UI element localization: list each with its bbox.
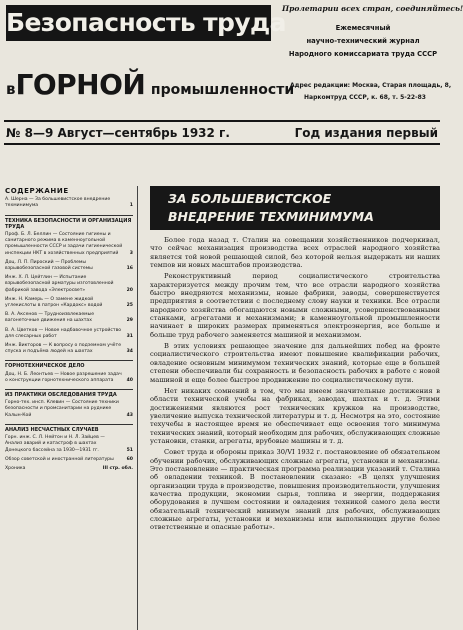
- article-title-line: ВНЕДРЕНИЕ ТЕХМИНИМУМА: [168, 209, 374, 224]
- toc-section-heading: АНАЛИЗ НЕСЧАСТНЫХ СЛУЧАЕВ: [5, 424, 133, 433]
- article-paragraph: В этих условиях решающее значение для дальнейших побед на фронте социалистического строительства имеют повышение квалификации рабочих, овладение основным минимумом технических знаний, которые еще в большей степени обеспечивали бы сохранность и безопасность рабочих в работе с новой машиной и еще более быстрое продвижение по социалистическому пути.: [150, 342, 440, 384]
- journal-description: [288, 22, 438, 61]
- article-body: [150, 236, 440, 535]
- toc-item-page: 1: [129, 203, 133, 209]
- article-paragraph: Нет никаких сомнений в том, что мы имеем значительные достижения в области технической учебы на фабриках, заводах, шахтах и т. д. Этими достижениями являются рост технических кружков на производстве, увеличение выпуска технической литературы и т. д. Несмотря на это, состояние техучебы в настоящее время не обеспечивает еще освоения того минимума технических знаний, который необходим для рабочих, обслуживающих сложные установки, станки, агрегаты, врубовые машины и т. д.: [150, 386, 440, 445]
- toc-item-page: III стр. обл.: [102, 465, 133, 471]
- toc-item-page: 29: [126, 318, 133, 324]
- toc-item: [5, 275, 133, 294]
- toc-item-page: 60: [126, 456, 133, 462]
- toc-item-page: 51: [126, 447, 133, 453]
- toc-item: [5, 232, 133, 257]
- toc-item-text: Горно-тех. инсп. Клевин — Состояние техники безопасности и промсанитарии на руднике Калын-Кой: [5, 400, 119, 418]
- column-divider: [137, 186, 138, 630]
- toc-item-page: 20: [126, 287, 133, 293]
- publication-year: Год издания первый: [294, 126, 438, 140]
- description-line: Ежемесячный: [335, 24, 391, 32]
- toc-item: [5, 372, 133, 384]
- toc-title: СОДЕРЖАНИЕ: [5, 187, 69, 195]
- toc-item-text: Обзор советской и иностранной литературы: [5, 456, 114, 462]
- toc-item-page: 25: [126, 303, 133, 309]
- address-line: Адрес редакции: Москва, Старая площадь, 8,: [290, 82, 452, 89]
- toc-section-heading: ИЗ ПРАКТИКИ ОБСЛЕДОВАНИЯ ТРУДА: [5, 389, 133, 398]
- article-paragraph: Реконструктивный период социалистического строительства характеризуется между прочим тем, что все отрасли народного хозяйства быстро внедряются механизмы, новые фабрики, заводы, совершенствуется предприятия в соответствии с последнему слову науки и техники. Все отрасли народного хозяйства обогащаются новыми сложными, усовершенствованными станками, агрегатами и механизмами; в каменноугольной промышленности начинает в широких размерах применяться электроэнергия, все больше и больше труд рабочего заменяется машиной и механизмом.: [150, 272, 440, 339]
- subtitle-word: ГОРНОЙ: [15, 68, 146, 101]
- address-line: Наркомтруд СССР, к. 68, т. 5-22-83: [304, 94, 426, 101]
- journal-title: Безопасность труда: [6, 5, 271, 41]
- toc-list: [5, 197, 133, 472]
- toc-item-text: Инж. Викторов — К вопросу о подземном учёте спуска и подъёма людей на шахтах: [5, 343, 122, 355]
- motto: Пролетарии всех стран, соединяйтесь!: [282, 4, 463, 13]
- issue-number: № 8—9 Август—сентябрь 1932 г.: [6, 126, 230, 140]
- toc-item-text: Инж. Х. Л. Цейтлин — Испытание взрывобезопасной арматуры изготовленной фабрикой завода «Электросвет»: [5, 275, 114, 293]
- toc-item: [5, 260, 133, 272]
- toc-item: [5, 400, 133, 419]
- table-of-contents: [5, 188, 133, 475]
- journal-subtitle: [6, 68, 295, 105]
- toc-item-text: В. А. Цветков — Новое надбавочное устройство для слесарных работ: [5, 327, 122, 339]
- toc-item-page: 31: [126, 333, 133, 339]
- toc-item: [5, 297, 133, 309]
- toc-item-text: Хроника: [5, 465, 26, 471]
- toc-item: [5, 343, 133, 355]
- toc-section-heading: ТЕХНИКА БЕЗОПАСНОСТИ И ОРГАНИЗАЦИЯ ТРУДА: [5, 215, 133, 230]
- toc-item-page: 16: [126, 266, 133, 272]
- toc-item-text: Инж. Н. Камерь — О замене жидкой углекислоты в патрон «Кардокс» водой: [5, 296, 103, 309]
- toc-item: [5, 457, 133, 463]
- article-paragraph: Более года назад т. Сталин на совещании хозяйственников подчеркивал, что сейчас механизация производства всех отраслей народного хозяйства является той новой решающей силой, без которой нельзя выдержать ни наших темпов ни новых масштабов производства.: [150, 236, 440, 270]
- description-line: научно-технический журнал: [306, 37, 420, 45]
- toc-item-page: 3: [129, 250, 133, 256]
- toc-item-page: 34: [126, 349, 133, 355]
- subtitle-suffix: промышленности: [150, 82, 295, 98]
- toc-item-text: Горн. инж. С. Л. Нейтон и Н. Л. Зайцев — Анализ аварий и катастроф в шахтах Донецкого бассейна за 1930—1931 гг.: [5, 435, 105, 453]
- issue-line: [6, 126, 438, 140]
- article-title-line: ЗА БОЛЬШЕВИСТСКОЕ: [168, 191, 332, 206]
- toc-item-text: Проф. Б. Л. Беллин — Состояние гигиены и санитарного режима в каменноугольной промышленности СССР и задачи гигиенической инспекции НКТ в хозяйственных предприятий: [5, 232, 123, 256]
- toc-item: [5, 435, 133, 454]
- subtitle-prefix: в: [6, 80, 16, 98]
- editorial-address: [290, 80, 452, 104]
- description-line: Народного комиссариата труда СССР: [288, 50, 438, 58]
- toc-item-text: Доц. Л. П. Пироский — Проблемы взрывобезопасной газовой системы: [5, 259, 93, 272]
- toc-item-text: В. А. Аксенов — Трудноизвлекаемые вагонеточные движения на шахтах: [5, 312, 95, 324]
- toc-item: [5, 466, 133, 472]
- toc-item-page: 40: [126, 377, 133, 383]
- toc-section-heading: ГОРНОТЕХНИЧЕСКОЕ ДЕЛО: [5, 360, 133, 369]
- toc-item-text: А. Шерна — За большевистское внедрение техминимума: [5, 197, 111, 209]
- masthead-rule-bottom: [4, 143, 440, 145]
- masthead-rule-top: [4, 120, 440, 122]
- article-paragraph: Совет труда и обороны приказ 30/VI 1932 г. постановление об обязательном обучении рабочих, обслуживающих сложные агрегаты, установки и механизмы. Это постановление — практическая программа реализации указаний т. Сталина об овладении техникой. В постановлении сказано: «В целях улучшения организации труда в производстве, повышения производительности, улучшения качества продукции, экономии сырья, топлива и энергии, поддержания оборудования в лучшем состоянии и овладения техникой самого дела вести обязательный технический минимум знаний для рабочих, обслуживающих сложные агрегаты, установки и механизмы или выполняющих другие более ответственные и опасные работы».: [150, 448, 440, 532]
- toc-item-page: 43: [126, 412, 133, 418]
- toc-item: [5, 312, 133, 324]
- toc-item-text: Доц. Н. Б. Леонтьев — Новое разрешение задач о конструкции горнотехнического аппарата: [5, 371, 122, 383]
- toc-item: [5, 197, 133, 209]
- article-title: [150, 186, 440, 230]
- toc-item: [5, 328, 133, 340]
